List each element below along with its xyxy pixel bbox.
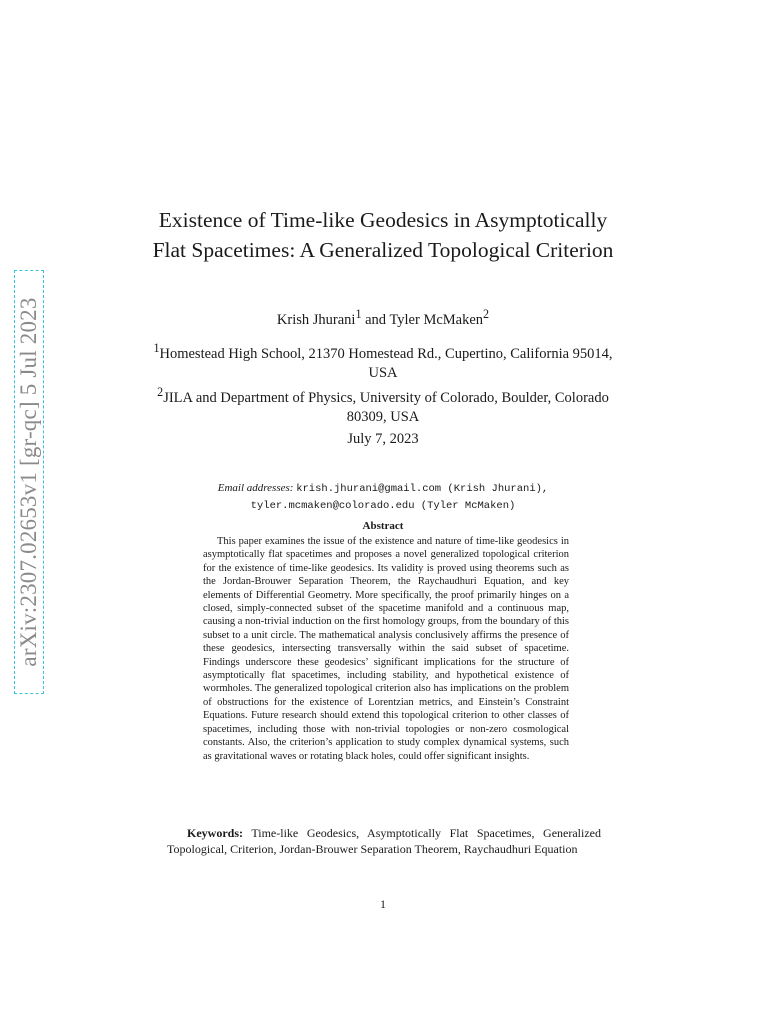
paper-title: Existence of Time-like Geodesics in Asymptotically Flat Spacetimes: A Generalized Topological Criterion (152, 208, 614, 262)
keywords-label: Keywords: (187, 826, 243, 840)
email-address[interactable]: tyler.mcmaken@colorado.edu (Tyler McMaken) (250, 500, 516, 512)
arxiv-identifier: arXiv:2307.02653v1 [gr-qc] 5 Jul 2023 (16, 297, 41, 667)
email-address[interactable]: krish.jhurani@gmail.com (Krish Jhurani), (296, 483, 549, 495)
affiliation-mark: 1 (153, 341, 160, 355)
affiliation-mark: 2 (157, 384, 164, 399)
page-number: 1 (380, 897, 386, 911)
keywords-paragraph (167, 826, 601, 857)
keywords-text: Time-like Geodesics, Asymptotically Flat Spacetimes, Generalized Topological, Criterion, Jordan-Brouwer Separation Theorem, Raychaudhuri Equation (167, 826, 601, 856)
author-name: Tyler McMaken (389, 311, 484, 328)
abstract-heading: Abstract (362, 520, 404, 532)
author-name: Krish Jhurani (276, 311, 356, 328)
abstract-text: This paper examines the issue of the existence and nature of time-like geodesics in asymptotically flat spacetimes and proposes a novel generalized topological criterion for the existence of time-like geodesics. Its validity is proved using theorems such as the Jordan-Brouwer Separation Theorem, the Raychaudhuri Equation, and key elements of Differential Geometry. More specifically, the proof primarily hinges on a closed, simply-connected subset of the spacetime manifold and a continuous map, causing a non-trivial induction on the first homology groups, from the boundary of this subset to a unit circle. The mathematical analysis conclusively affirms the presence of these geodesics, intersecting transversally within the said subset of spacetime. Findings underscore these geodesics’ significant implications for the structure of asymptotically flat spacetimes, including stability, and hypothetical existence of wormholes. The generalized topological criterion also has implications on the problem of obstructions for the existence of Lorentzian metrics, and Einstein’s Constraint Equations. Future research should extend this topological criterion to other classes of spacetimes, including those with non-trivial topologies or non-zero cosmological constants. Also, the criterion’s application to study complex dynamical systems, such as gravitational waves or rotating black holes, could offer significant insights. (203, 536, 569, 762)
author-conjunction: and (365, 311, 387, 328)
affiliation-list (150, 339, 616, 427)
affiliation (150, 383, 616, 427)
affiliation (150, 339, 616, 383)
paper-date: July 7, 2023 (347, 431, 419, 447)
arxiv-stamp (14, 270, 44, 694)
email-block (150, 480, 616, 514)
email-label: Email addresses: (217, 482, 294, 494)
affiliation-text: Homestead High School, 21370 Homestead Rd., Cupertino, California 95014, USA (159, 345, 613, 381)
affiliation-mark: 2 (483, 307, 490, 321)
affiliation-text: JILA and Department of Physics, University of Colorado, Boulder, Colorado 80309, USA (163, 389, 609, 425)
affiliation-mark: 1 (355, 307, 362, 321)
author-list (150, 307, 616, 329)
